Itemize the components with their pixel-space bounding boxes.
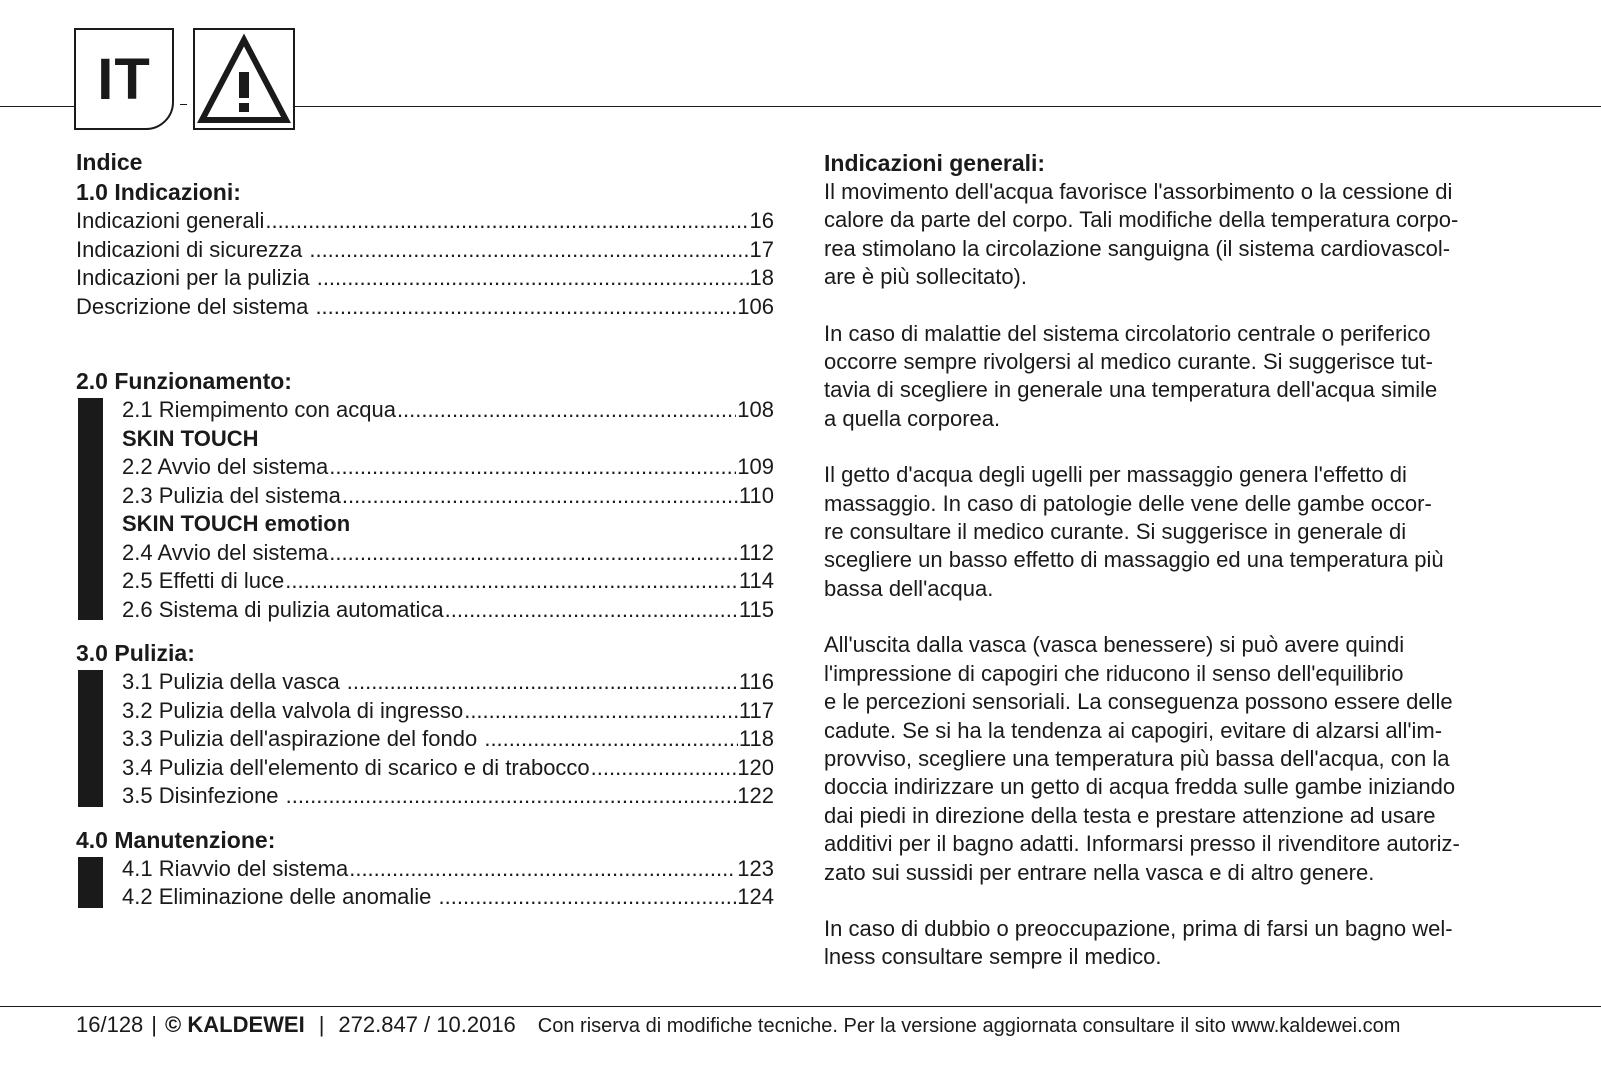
toc-entry-label: 2.5 Effetti di luce [122, 568, 285, 593]
paragraph-line: scegliere un basso effetto di massaggio ed una temperatura più [824, 547, 1444, 573]
toc-entry[interactable] [76, 207, 774, 236]
paragraph-line: rea stimolano la circolazione sanguigna (il sistema cardiovascol- [824, 235, 1451, 261]
paragraph-line: l'impressione di capogiri che riducono il senso dell'equilibrio [824, 660, 1404, 686]
toc-entry-label: 3.3 Pulizia dell'aspirazione del fondo [122, 726, 484, 751]
paragraph-line: In caso di dubbio o preoccupazione, prima di farsi un bagno wel- [824, 915, 1453, 941]
toc-entry-page: 112 [738, 539, 774, 565]
paragraph-line: doccia indirizzare un getto di acqua fredda sulle gambe iniziando [824, 774, 1456, 800]
toc-section-heading: 1.0 Indicazioni: [76, 179, 241, 205]
page-footer [76, 1012, 1400, 1038]
paragraph-line: All'uscita dalla vasca (vasca benessere) si può avere quindi [824, 632, 1405, 658]
toc-group-bar [78, 857, 103, 908]
paragraph-line: e le percezioni sensoriali. La conseguenza possono essere delle [824, 689, 1453, 715]
toc-entry-page: 124 [737, 884, 774, 909]
toc-entry-label: 2.6 Sistema di pulizia automatica [122, 596, 444, 622]
toc-entry[interactable] [76, 264, 774, 293]
footer-note: Con riserva di modifiche tecniche. Per la versione aggiornata consultare il sito www.kaldewei.com [537, 1015, 1401, 1037]
paragraph-line: tavia di scegliere in generale una temperatura dell'acqua simile [824, 377, 1438, 403]
toc-entry-label: 2.3 Pulizia del sistema [122, 482, 341, 508]
toc-entry-page: 118 [738, 726, 774, 751]
general-notes-paragraph [824, 915, 1534, 972]
toc-group [76, 396, 774, 624]
toc-entry-label: 2.4 Avvio del sistema [122, 539, 329, 565]
toc-entry-label: 3.2 Pulizia della valvola di ingresso [122, 697, 464, 723]
toc-leader-dots [342, 482, 738, 511]
toc-entry-label: 4.2 Eliminazione delle anomalie [122, 884, 438, 909]
general-notes [824, 148, 1534, 1000]
toc-section-heading: 2.0 Funzionamento: [76, 368, 292, 394]
paragraph-line: In caso di malattie del sistema circolatorio centrale o periferico [824, 320, 1431, 346]
toc-entry[interactable] [122, 453, 774, 482]
toc-entry[interactable] [122, 539, 774, 568]
footer-rule [0, 1006, 1601, 1007]
header-rule-left [0, 106, 74, 107]
toc-entry-label: 3.4 Pulizia dell'elemento di scarico e di trabocco [122, 754, 590, 780]
toc-entry-label: Descrizione del sistema [76, 293, 315, 319]
toc-entry-page: 123 [737, 855, 774, 881]
page-number: 16/128 [76, 1012, 144, 1037]
general-notes-paragraph [824, 320, 1534, 434]
general-notes-paragraph [824, 631, 1534, 887]
toc-leader-dots [347, 668, 738, 697]
toc-entry[interactable] [122, 782, 774, 811]
toc-entry-label: 2.1 Riempimento con acqua [122, 397, 396, 422]
brand-name: KALDEWEI [187, 1012, 305, 1037]
paragraph-line: provviso, scegliere una temperatura più bassa dell'acqua, con la [824, 745, 1450, 771]
paragraph-line: a quella corporea. [824, 405, 1001, 431]
toc-leader-dots [329, 539, 738, 568]
toc-entry[interactable] [122, 725, 774, 754]
toc-group-bar [78, 398, 103, 620]
toc-entry-page: 116 [738, 669, 774, 694]
language-badge [74, 28, 174, 130]
toc-entry[interactable] [122, 596, 774, 625]
toc-leader-dots [439, 883, 737, 912]
toc-leader-dots [445, 596, 738, 625]
toc-leader-dots [285, 567, 738, 596]
toc-entry-label: Indicazioni di sicurezza [76, 236, 309, 262]
toc-entry-page: 122 [737, 783, 774, 808]
toc-entry-label: Indicazioni per la pulizia [76, 265, 316, 290]
paragraph-line: occorre sempre rivolgersi al medico curante. Si suggerisce tut- [824, 349, 1433, 375]
toc-leader-dots [309, 236, 748, 265]
paragraph-line: calore da parte del corpo. Tali modifiche della temperatura corpo- [824, 207, 1459, 233]
toc-leader-dots [464, 697, 738, 726]
toc-entry-page: 16 [749, 208, 774, 233]
toc-entry-page: 108 [737, 397, 774, 422]
toc-entry-page: 115 [738, 596, 774, 622]
toc-section-heading: 3.0 Pulizia: [76, 640, 195, 666]
paragraph-line: massaggio. In caso di patologie delle vene delle gambe occor- [824, 490, 1432, 516]
toc-entry[interactable] [122, 567, 774, 596]
toc-title: Indice [76, 149, 143, 175]
header-rule-right [295, 106, 1601, 107]
footer-separator: | [151, 1012, 158, 1037]
paragraph-line: re consultare il medico curante. Si suggerisce in generale di [824, 519, 1407, 545]
toc-subheading: SKIN TOUCH [122, 425, 259, 451]
toc-entry[interactable] [122, 482, 774, 511]
toc-entry-label: 3.5 Disinfezione [122, 783, 285, 808]
toc-entry[interactable] [122, 855, 774, 884]
toc-leader-dots [397, 396, 736, 425]
warning-triangle-icon [195, 30, 293, 128]
paragraph-line: Il getto d'acqua degli ugelli per massaggio genera l'effetto di [824, 462, 1407, 488]
header-connector [180, 104, 187, 105]
general-notes-heading: Indicazioni generali: [824, 150, 1046, 176]
toc-group [76, 855, 774, 912]
toc-entry-page: 114 [738, 568, 774, 593]
toc-entry[interactable] [122, 883, 774, 912]
toc-group [76, 668, 774, 811]
paragraph-line: bassa dell'acqua. [824, 575, 994, 601]
toc-leader-dots [317, 264, 749, 293]
toc-entry-page: 117 [738, 697, 774, 723]
paragraph-line: dai piedi in direzione della testa e prestare attenzione ad usare [824, 802, 1436, 828]
toc-entry-label: 4.1 Riavvio del sistema [122, 855, 349, 881]
toc-entry[interactable] [122, 697, 774, 726]
toc-leader-dots [286, 782, 737, 811]
toc-entry-page: 18 [749, 265, 774, 290]
toc-leader-dots [329, 453, 736, 482]
toc-leader-dots [315, 293, 736, 322]
toc-subheading: SKIN TOUCH emotion [122, 511, 351, 536]
table-of-contents [76, 147, 774, 912]
language-code: IT [97, 46, 151, 112]
toc-entry-page: 109 [737, 454, 774, 479]
toc-entry-page: 120 [737, 754, 774, 780]
paragraph-line: zato sui sussidi per entrare nella vasca e di altro genere. [824, 859, 1375, 885]
toc-leader-dots [591, 754, 737, 783]
toc-entry-label: 2.2 Avvio del sistema [122, 454, 329, 479]
footer-separator: | [318, 1012, 325, 1037]
paragraph-line: additivi per il bagno adatti. Informarsi presso il rivenditore autoriz- [824, 831, 1460, 857]
general-notes-paragraph [824, 461, 1534, 603]
toc-leader-dots [265, 207, 748, 236]
toc-entry[interactable] [76, 236, 774, 265]
paragraph-line: cadute. Se si ha la tendenza ai capogiri, evitare di alzarsi all'im- [824, 717, 1443, 743]
general-notes-paragraph [824, 178, 1534, 292]
paragraph-line: are è più sollecitato). [824, 264, 1027, 290]
toc-entry-page: 17 [749, 236, 774, 262]
toc-entry[interactable] [122, 754, 774, 783]
toc-entry[interactable] [76, 293, 774, 322]
document-number: 272.847 / 10.2016 [338, 1012, 516, 1037]
paragraph-line: lness consultare sempre il medico. [824, 944, 1162, 970]
warning-badge [193, 28, 295, 130]
paragraph-line: Il movimento dell'acqua favorisce l'assorbimento o la cessione di [824, 179, 1453, 204]
toc-group-bar [78, 670, 103, 807]
toc-entry-page: 106 [737, 293, 774, 319]
toc-section-heading: 4.0 Manutenzione: [76, 826, 276, 853]
copyright-symbol: © [165, 1012, 182, 1037]
toc-entry-label: Indicazioni generali [76, 208, 265, 233]
toc-entry[interactable] [122, 396, 774, 425]
toc-entry-page: 110 [738, 482, 774, 508]
toc-entry[interactable] [122, 668, 774, 697]
toc-leader-dots [349, 855, 736, 884]
toc-leader-dots [484, 725, 738, 754]
toc-entry-label: 3.1 Pulizia della vasca [122, 669, 346, 694]
